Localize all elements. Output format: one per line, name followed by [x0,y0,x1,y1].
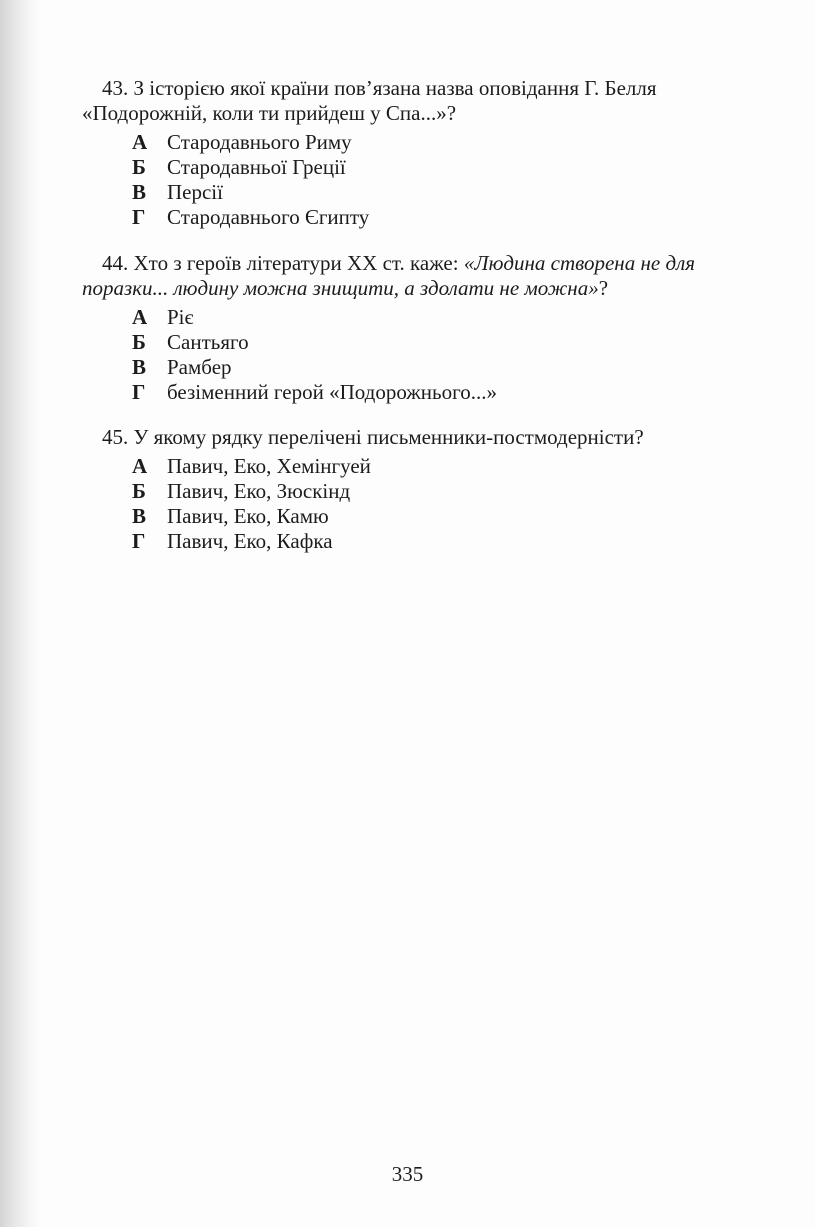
option-text: Персії [167,180,223,204]
option-text: Стародавньої Греції [167,155,346,179]
option-text: Рамбер [167,355,232,379]
option-letter: Г [132,380,146,404]
question-prompt: У якому рядку перелічені письменники-постмодерністи? [133,425,644,449]
question-number: 44. [102,251,129,275]
option-v [132,355,742,380]
question-end: ? [598,276,609,300]
option-a [132,130,742,155]
answer-options [132,130,742,230]
answer-options [132,454,742,554]
option-text: Стародавнього Риму [167,130,352,154]
question-text [82,251,742,301]
binding-shadow [0,0,40,1227]
question-number: 43. [102,76,129,100]
option-letter: Б [132,155,146,179]
option-a [132,305,742,330]
answer-options [132,305,742,405]
option-text: Павич, Еко, Камю [167,504,329,528]
option-b [132,155,742,180]
option-letter: В [132,355,147,379]
option-letter: Б [132,479,146,503]
option-text: Ріє [167,305,194,329]
page-number: 335 [391,1162,424,1186]
option-letter: Г [132,529,146,553]
question-44 [82,251,742,405]
option-letter: Г [132,205,146,229]
question-text [82,425,742,450]
option-b [132,479,742,504]
option-letter: В [132,180,147,204]
question-45 [82,425,742,554]
question-prompt: З історією якої країни пов’язана назва оповідання Г. Белля «Подорожній, коли ти прийдеш у Спа...»? [82,76,657,125]
option-letter: Б [132,330,146,354]
question-quote: «Людина створена не для поразки... людину можна знищити, а здолати не можна» [82,251,696,300]
question-number: 45. [102,425,129,449]
option-letter: А [132,130,148,154]
option-h [132,205,742,230]
option-v [132,504,742,529]
option-b [132,330,742,355]
option-v [132,180,742,205]
question-prompt: Хто з героїв літератури XX ст. каже: [133,251,464,275]
option-letter: А [132,454,148,478]
option-text: Павич, Еко, Зюскінд [167,479,351,503]
option-letter: А [132,305,148,329]
question-text [82,76,742,126]
option-a [132,454,742,479]
option-letter: В [132,504,147,528]
option-h [132,380,742,405]
option-text: Сантьяго [167,330,249,354]
option-text: Стародавнього Єгипту [167,205,370,229]
question-43 [82,76,742,230]
option-text: безіменний герой «Подорожнього...» [167,380,497,404]
option-text: Павич, Еко, Хемінгуей [167,454,371,478]
option-h [132,529,742,554]
option-text: Павич, Еко, Кафка [167,529,333,553]
